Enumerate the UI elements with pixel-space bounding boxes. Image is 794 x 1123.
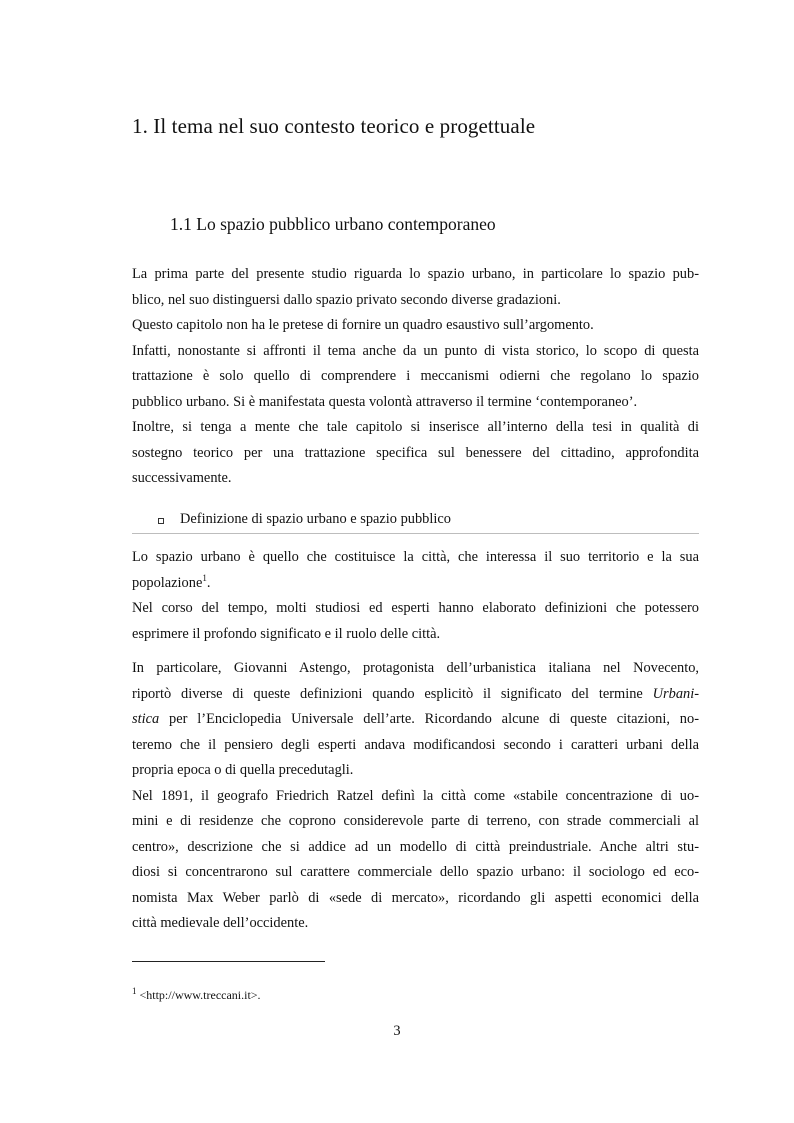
footnote-number: 1 <box>132 986 137 996</box>
text-line: Questo capitolo non ha le pretese di fornire un quadro esaustivo sull’argomento. <box>132 317 594 333</box>
italic-term: stica <box>132 711 160 727</box>
square-bullet-icon <box>158 518 164 524</box>
text-line: successivamente. <box>132 470 232 486</box>
text-line: centro», descrizione che si addice ad un modello di città preindustriale. Anche altri stu- <box>132 838 699 855</box>
footnote <box>132 988 261 1003</box>
text-line: La prima parte del presente studio riguarda lo spazio urbano, in particolare lo spazio pub- <box>132 266 699 282</box>
text-line <box>132 571 699 597</box>
text-line: sostegno teorico per una trattazione specifica sul benessere del cittadino, approfondita <box>132 444 699 461</box>
text-fragment: . <box>206 574 211 591</box>
bullet-heading <box>132 509 699 534</box>
text-line: Infatti, nonostante si affronti il tema anche da un punto di vista storico, lo scopo di questa <box>132 342 699 359</box>
definition-paragraph-2 <box>132 656 699 937</box>
page-number: 3 <box>393 1023 401 1039</box>
text-line: nomista Max Weber parlò di «sede di mercato», ricordando gli aspetti economici della <box>132 889 699 906</box>
text-line: Inoltre, si tenga a mente che tale capitolo si inserisce all’interno della tesi in qualità di <box>132 419 699 435</box>
text-line: blico, nel suo distinguersi dallo spazio privato secondo diverse gradazioni. <box>132 291 561 308</box>
section-title: 1.1 Lo spazio pubblico urbano contemporaneo <box>170 214 496 234</box>
text-line: In particolare, Giovanni Astengo, protagonista dell’urbanistica italiana nel Novecento, <box>132 660 699 676</box>
text-line: teremo che il pensiero degli esperti andava modificandosi secondo i caratteri urbani della <box>132 736 699 753</box>
text-line: esprimere il profondo significato e il ruolo delle città. <box>132 625 441 642</box>
text-fragment: per l’Enciclopedia Universale dell’arte. Ricordando alcune di queste citazioni, no- <box>159 711 699 727</box>
text-line <box>132 682 699 708</box>
text-line: pubblico urbano. Si è manifestata questa volontà attraverso il termine ‘contemporaneo’. <box>132 393 638 410</box>
definition-paragraph-1 <box>132 545 699 647</box>
chapter-title: 1. Il tema nel suo contesto teorico e progettuale <box>132 114 536 138</box>
footnote-reference: 1 <box>202 572 207 583</box>
text-line <box>132 707 699 733</box>
text-line: Nel 1891, il geografo Friedrich Ratzel definì la città come «stabile concentrazione di uo- <box>132 787 699 804</box>
text-line: città medievale dell’occidente. <box>132 915 309 931</box>
text-line: Lo spazio urbano è quello che costituisce la città, che interessa il suo territorio e la sua <box>132 549 699 565</box>
footnote-separator <box>132 961 325 962</box>
text-line: propria epoca o di quella precedutagli. <box>132 762 354 778</box>
intro-paragraph <box>132 262 699 492</box>
footnote-text: <http://www.treccani.it>. <box>136 988 261 1002</box>
text-fragment: popolazione <box>132 574 203 591</box>
text-line: diosi si concentrarono sul carattere commerciale dello spazio urbano: il sociologo ed eco- <box>132 864 699 880</box>
text-line: trattazione è solo quello di comprendere i meccanismi odierni che regolano lo spazio <box>132 368 699 384</box>
bullet-heading-label: Definizione di spazio urbano e spazio pubblico <box>180 511 451 527</box>
italic-term: Urbani- <box>652 685 699 702</box>
text-line: mini e di residenze che coprono considerevole parte di terreno, con strade commerciali al <box>132 813 699 829</box>
text-fragment: riportò diverse di queste definizioni quando esplicitò il significato del termine <box>132 685 653 702</box>
text-line: Nel corso del tempo, molti studiosi ed esperti hanno elaborato definizioni che potessero <box>132 600 699 616</box>
